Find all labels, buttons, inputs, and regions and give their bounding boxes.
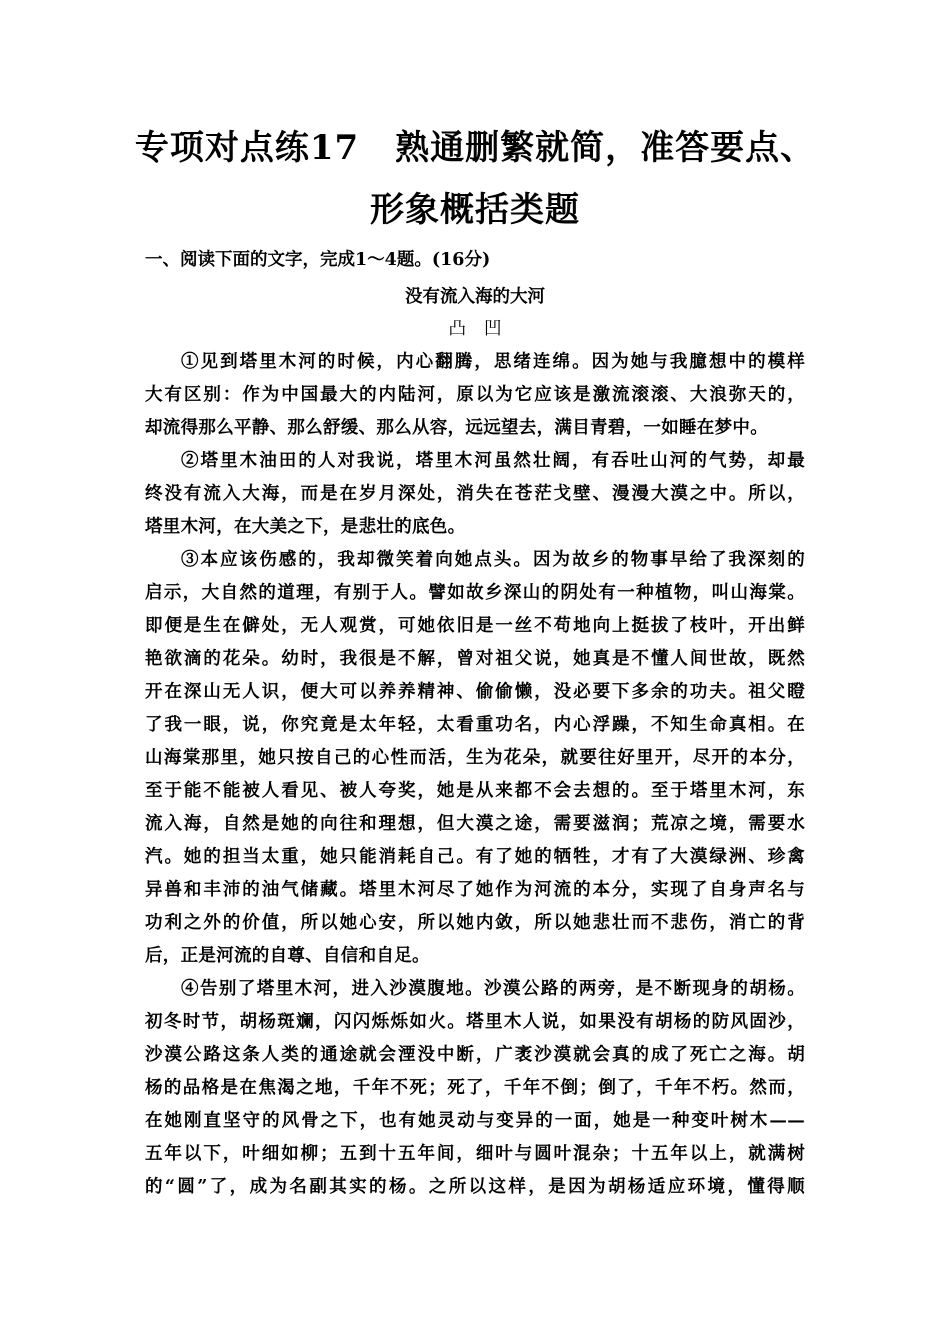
paragraph-4-line: 沙漠公路这条人类的通途就会湮没中断，广袤沙漠就会真的成了死亡之海。胡	[145, 1045, 805, 1065]
paragraph-1-line: 却流得那么平静、那么舒缓、那么从容，远远望去，满目青碧，一如睡在梦中。	[145, 418, 768, 438]
paragraph-4-line: 的“圆”了，成为名副其实的杨。之所以这样，是因为胡杨适应环境，懂得顺	[145, 1177, 805, 1197]
paragraph-2-line: 终没有流入大海，而是在岁月深处，消失在苍茫戈壁、漫漫大漠之中。所以，	[145, 484, 805, 504]
paragraph-3-line: 汽。她的担当太重，她只能消耗自己。有了她的牺牲，才有了大漠绿洲、珍禽	[145, 847, 805, 867]
title-topic: 熟通删繁就简，准答要点、	[395, 128, 816, 168]
paragraph-3-line: 开在深山无人识，便大可以养养精神、偷偷懒，没必要下多余的功夫。祖父瞪	[145, 682, 805, 702]
paragraph-1-line: ①见到塔里木河的时候，内心翻腾，思绪连绵。因为她与我臆想中的模样	[181, 352, 805, 372]
section-heading: 一、阅读下面的文字，完成1～4题。(16分)	[145, 250, 491, 270]
paragraph-3-line: 艳欲滴的花朵。幼时，我很是不解，曾对祖父说，她真是不懂人间世故，既然	[145, 649, 805, 669]
document-title-line-1	[0, 128, 950, 168]
paragraph-1-line: 大有区别：作为中国最大的内陆河，原以为它应该是激流滚滚、大浪弥天的，	[145, 385, 805, 405]
paragraph-3-line: 即便是生在僻处，无人观赏，可她依旧是一丝不苟地向上挺拔了枝叶，开出鲜	[145, 616, 805, 636]
paragraph-3-line: 山海棠那里，她只按自己的心性而活，生为花朵，就要往好里开，尽开的本分，	[145, 748, 805, 768]
paragraph-3-line: ③本应该伤感的，我却微笑着向她点头。因为故乡的物事早给了我深刻的	[181, 550, 805, 570]
paragraph-3-line: 启示，大自然的道理，有别于人。譬如故乡深山的阴处有一种植物，叫山海棠。	[145, 583, 805, 603]
document-title-line-2: 形象概括类题	[370, 190, 580, 230]
paragraph-3-line: 异兽和丰沛的油气储藏。塔里木河尽了她作为河流的本分，实现了自身声名与	[145, 880, 805, 900]
paragraph-3-line: 流入海，自然是她的向往和理想，但大漠之途，需要滋润；荒凉之境，需要水	[145, 814, 805, 834]
paragraph-4-line: ④告别了塔里木河，进入沙漠腹地。沙漠公路的两旁，是不断现身的胡杨。	[181, 979, 805, 999]
paragraph-4-line: 初冬时节，胡杨斑斓，闪闪烁烁如火。塔里木人说，如果没有胡杨的防风固沙，	[145, 1012, 805, 1032]
paragraph-2-line: ②塔里木油田的人对我说，塔里木河虽然壮阔，有吞吐山河的气势，却最	[181, 451, 805, 471]
paragraph-2-line: 塔里木河，在大美之下，是悲壮的底色。	[145, 517, 466, 537]
paragraph-4-line: 五年以下，叶细如柳；五到十五年间，细叶与圆叶混杂；十五年以上，就满树	[145, 1144, 805, 1164]
paragraph-3-line: 功利之外的价值，所以她心安，所以她内敛，所以她悲壮而不悲伤，消亡的背	[145, 913, 805, 933]
paragraph-3-line: 了我一眼，说，你究竟是太年轻，太看重功名，内心浮躁，不知生命真相。在	[145, 715, 805, 735]
article-author: 凸凹	[448, 319, 520, 339]
paragraph-4-line: 杨的品格是在焦渴之地，千年不死；死了，千年不倒；倒了，千年不朽。然而，	[145, 1078, 805, 1098]
article-body	[145, 346, 805, 1204]
article-title: 没有流入海的大河	[405, 287, 545, 307]
paragraph-3-line: 至于能不能被人看见、被人夸奖，她是从来都不会去想的。至于塔里木河，东	[145, 781, 805, 801]
paragraph-4-line: 在她刚直坚守的风骨之下，也有她灵动与变异的一面，她是一种变叶树木——	[145, 1111, 805, 1131]
title-exercise-number: 专项对点练17	[134, 128, 360, 168]
paragraph-3-line: 后，正是河流的自尊、自信和自足。	[145, 946, 430, 966]
